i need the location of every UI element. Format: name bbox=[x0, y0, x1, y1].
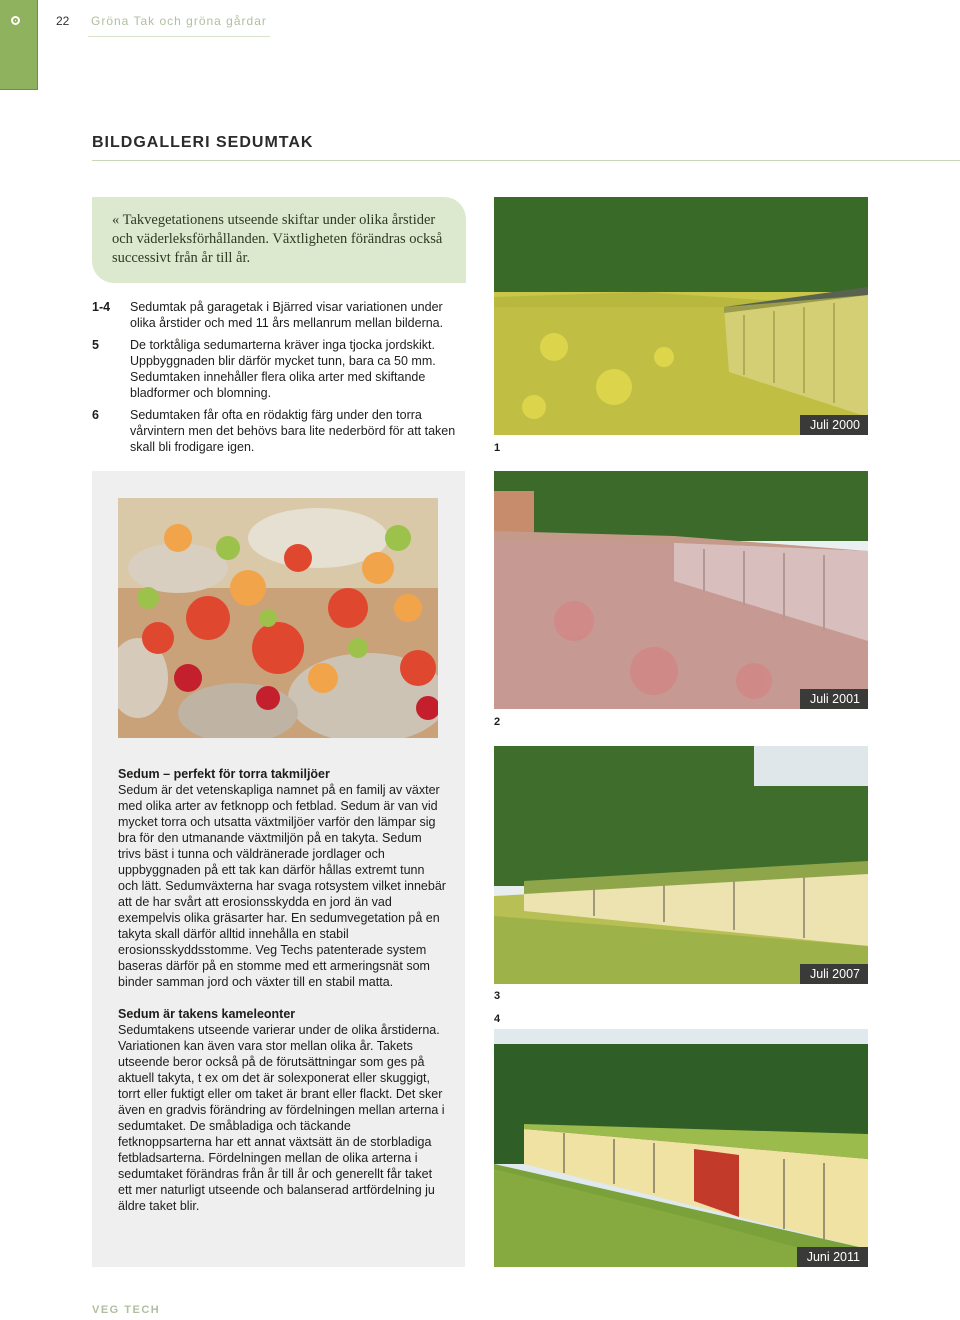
photo-number: 1 bbox=[494, 442, 501, 454]
photo-date-label: Juli 2000 bbox=[800, 415, 868, 435]
caption-item bbox=[92, 407, 468, 455]
photo-date-label: Juli 2007 bbox=[800, 964, 868, 984]
caption-item bbox=[92, 299, 468, 331]
photo-number: 4 bbox=[494, 1013, 501, 1025]
sidebar-heading: Sedum – perfekt för torra takmiljöer bbox=[118, 767, 330, 781]
sidebar-body: Sedumtakens utseende varierar under de olika årstiderna. Variationen kan även vara stor mellan olika år. Takets utseende beror också på de förutsättningar som ges på aktuell takyta, t ex om det är solexponerat eller skuggigt, torrt eller fuktigt eller om taket är brant eller flackt. Det sker även en gradvis förändring av fördelningen mellan arterna i sedumtaket. De småbladiga och täckande fetknoppsarterna har ett annat växtsätt än de storbladiga fetbladsarterna. Fördelningen mellan de olika arterna i sedumtaket förändras från år till år och generellt får taket ett mer naturligt utseende och balanserad artfördelning ju äldre taket blir. bbox=[118, 1023, 445, 1213]
sidebar-block bbox=[118, 766, 448, 990]
sedum-closeup-photo bbox=[118, 498, 438, 738]
photo-date-label: Juli 2001 bbox=[800, 689, 868, 709]
sidebar-block bbox=[118, 1006, 448, 1214]
caption-text: Sedumtaken får ofta en rödaktig färg under den torra vårvintern men det behövs bara lite nederbörd för att taken skall bli frodigare igen. bbox=[130, 408, 456, 454]
caption-text: De torktåliga sedumarterna kräver inga tjocka jordskikt. Uppbyggnaden blir därför mycket tunn, bara ca 50 mm. Sedumtaken innehåller flera olika arter med skiftande bladformer och blomning. bbox=[130, 338, 436, 400]
running-title: Gröna Tak och gröna gårdar bbox=[88, 14, 270, 37]
roof-photo-4 bbox=[494, 1029, 868, 1267]
section-title: BILDGALLERI SEDUMTAK bbox=[92, 134, 314, 151]
sidebar-text bbox=[118, 766, 448, 1230]
sidebar-body: Sedum är det vetenskapliga namnet på en familj av växter med olika arter av fetknopp och fetblad. Sedum är van vid mycket torra och utsatta växtmiljöer varför den lämpar sig bra för den utmanande växtmiljön på en takyta. Sedum trivs bäst i tunna och väldränerade jordlager och uppbyggnaden på ett tak kan därför hållas extremt tunn och lätt. Sedumväxterna har svaga rotsystem vilket innebär att de har svårt att erosionsskydda en jord än vad exempelvis olika gräsarter har. En sedumvegetation på en takyta skall därför alltid innehålla en stabil erosionsskyddsstomme. Veg Techs patenterade system baseras därför på en stomme med ett armeringsnät som binder samman jord och växter till en stabil matta. bbox=[118, 783, 446, 989]
roof-photo-1 bbox=[494, 197, 868, 435]
pull-quote: « Takvegetationens utseende skiftar under olika årstider och väderleksförhållanden. Växtligheten förändras också successivt från år till år. bbox=[92, 197, 466, 283]
photo-date-label: Juni 2011 bbox=[797, 1247, 868, 1267]
caption-number: 6 bbox=[92, 408, 99, 422]
photo-number: 3 bbox=[494, 990, 501, 1002]
page-tab bbox=[0, 0, 38, 90]
caption-number: 5 bbox=[92, 338, 99, 352]
page-number: 22 bbox=[56, 14, 70, 28]
tab-dot-icon bbox=[11, 16, 20, 25]
sidebar-heading: Sedum är takens kameleonter bbox=[118, 1007, 296, 1021]
roof-photo-3 bbox=[494, 746, 868, 984]
roof-photo-2 bbox=[494, 471, 868, 709]
caption-text: Sedumtak på garagetak i Bjärred visar variationen under olika årstider och med 11 års mellanrum mellan bilderna. bbox=[130, 300, 444, 330]
caption-number: 1-4 bbox=[92, 300, 111, 314]
caption-list bbox=[92, 299, 468, 461]
footer-brand: VEG TECH bbox=[92, 1304, 161, 1316]
title-divider bbox=[92, 160, 960, 161]
caption-item bbox=[92, 337, 468, 401]
photo-number: 2 bbox=[494, 716, 501, 728]
